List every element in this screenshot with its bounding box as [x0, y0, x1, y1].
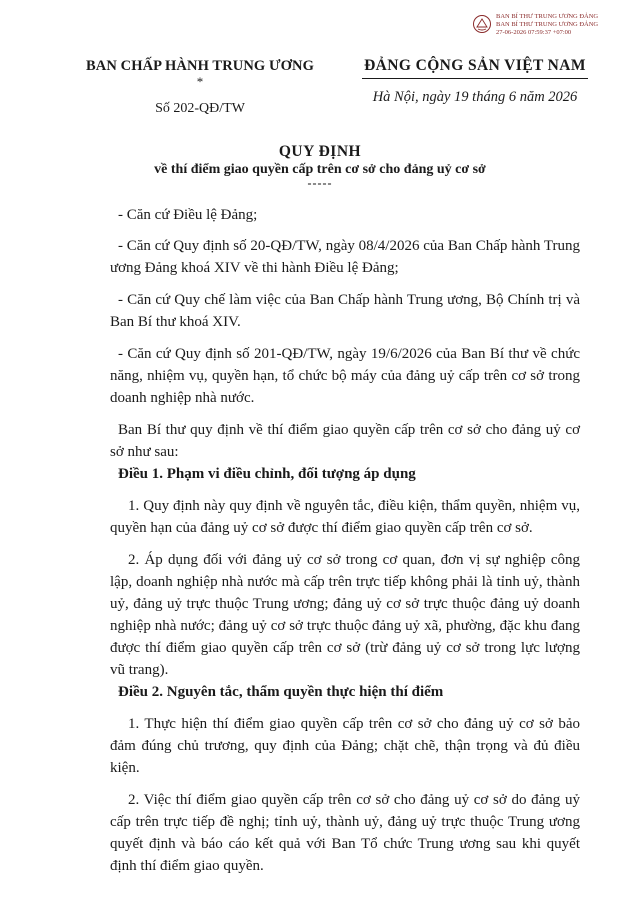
party-emblem-icon	[472, 14, 492, 34]
header-star: *	[196, 74, 204, 89]
basis-paragraph-1: - Căn cứ Điều lệ Đảng;	[118, 207, 258, 223]
article-1-clause-2: 2. Áp dụng đối với đảng uỷ cơ sở trong cơ quan, đơn vị sự nghiệp công lập, doanh nghiệp nhà nước mà cấp trên trực tiếp không phải là tỉnh uỷ, thành uỷ, đảng uỷ trực thuộc Trung ương; đảng uỷ cơ sở trực thuộc đảng uỷ doanh nghiệp nhà nước; đảng uỷ cơ sở trực thuộc đảng uỷ xã, phường, đặc khu đang được thí điểm giao quyền cấp trên cơ sở (trừ đảng uỷ cơ sở trong lực lượng vũ trang).	[110, 552, 580, 678]
basis-paragraph-4: - Căn cứ Quy định số 201-QĐ/TW, ngày 19/6/2026 của Ban Bí thư về chức năng, nhiệm vụ, quyền hạn, tổ chức bộ máy của đảng uỷ cấp trên cơ sở trong doanh nghiệp nhà nước.	[110, 346, 580, 406]
place-date: Hà Nội, ngày 19 tháng 6 năm 2026	[372, 89, 578, 105]
stamp-line-1: BAN BÍ THƯ TRUNG ƯƠNG ĐẢNG	[496, 13, 599, 20]
party-name-underline	[362, 78, 588, 79]
preamble-paragraph: Ban Bí thư quy định về thí điểm giao quyền cấp trên cơ sở cho đảng uỷ cơ sở như sau:	[110, 422, 580, 460]
basis-paragraph-3: - Căn cứ Quy chế làm việc của Ban Chấp hành Trung ương, Bộ Chính trị và Ban Bí thư khoá XIV.	[110, 292, 580, 330]
document-subtitle: về thí điểm giao quyền cấp trên cơ sở cho đảng uỷ cơ sở	[154, 162, 486, 177]
stamp-timestamp: 27-06-2026 07:59:37 +07:00	[496, 29, 572, 36]
document-number: Số 202-QĐ/TW	[155, 101, 245, 116]
basis-paragraph-2: - Căn cứ Quy định số 20-QĐ/TW, ngày 08/4/2026 của Ban Chấp hành Trung ương Đảng khoá XIV về thi hành Điều lệ Đảng;	[110, 238, 580, 276]
article-1-clause-1: 1. Quy định này quy định về nguyên tắc, điều kiện, thẩm quyền, nhiệm vụ, quyền hạn của đảng uỷ cơ sở được thí điểm giao quyền cấp trên cơ sở.	[110, 498, 580, 536]
article-2-clause-1: 1. Thực hiện thí điểm giao quyền cấp trên cơ sở cho đảng uỷ cơ sở bảo đảm đúng chủ trương, quy định của Đảng; chặt chẽ, thận trọng và đủ điều kiện.	[110, 716, 580, 776]
stamp-line-2: BAN BÍ THƯ TRUNG ƯƠNG ĐẢNG	[496, 21, 599, 28]
issuing-organization: BAN CHẤP HÀNH TRUNG ƯƠNG	[86, 58, 314, 74]
party-name: ĐẢNG CỘNG SẢN VIỆT NAM	[364, 57, 586, 74]
header-national	[345, 57, 605, 106]
document-title: QUY ĐỊNH	[278, 143, 362, 160]
digital-signature-stamp	[472, 12, 632, 46]
article-2-clause-2: 2. Việc thí điểm giao quyền cấp trên cơ sở cho đảng uỷ cơ sở do đảng uỷ cấp trên trực tiếp đề nghị; tỉnh uỷ, thành uỷ, đảng uỷ trực thuộc Trung ương quyết định và báo cáo kết quả với Ban Tổ chức Trung ương sau khi quyết định thí điểm giao quyền.	[110, 792, 580, 874]
article-1-heading: Điều 1. Phạm vi điều chỉnh, đối tượng áp dụng	[118, 466, 416, 482]
title-separator: -----	[307, 176, 333, 190]
header-issuer	[70, 58, 330, 117]
article-2-heading: Điều 2. Nguyên tắc, thẩm quyền thực hiện thí điểm	[118, 684, 444, 700]
document-body	[110, 204, 580, 877]
